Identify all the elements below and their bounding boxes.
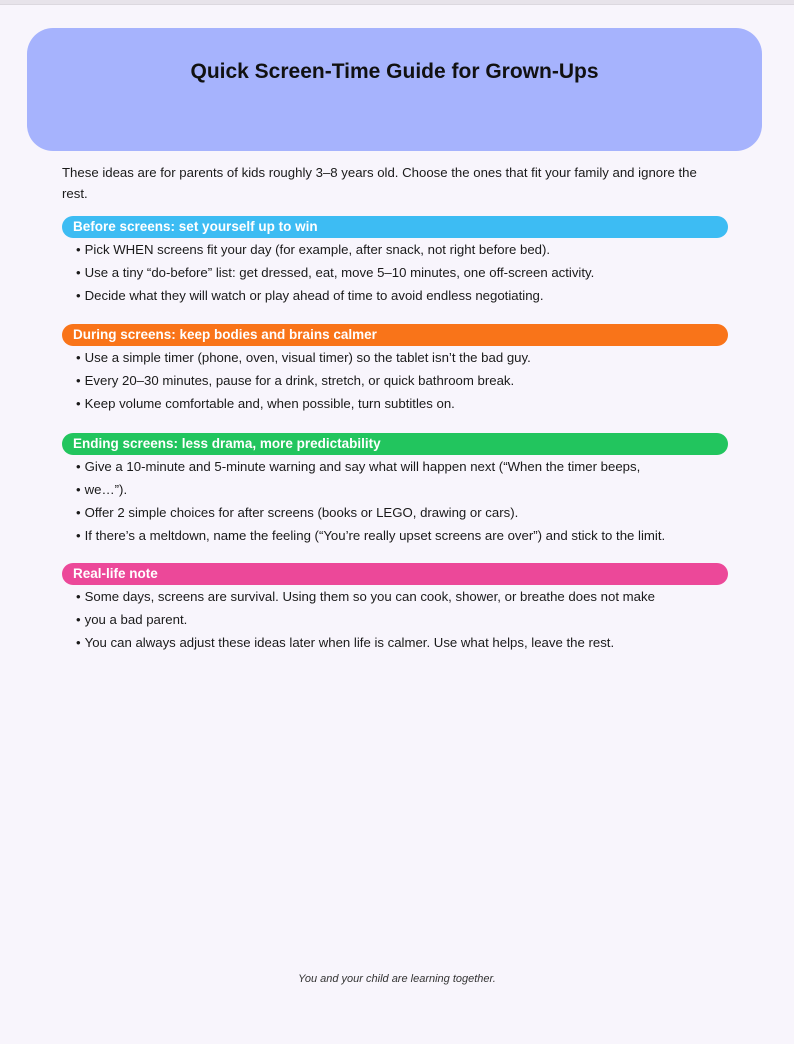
list-item — [76, 524, 728, 547]
top-rule — [0, 0, 794, 5]
list-item-text: Give a 10-minute and 5-minute warning and say what will happen next (“When the timer beeps, — [84, 459, 641, 474]
bullet-icon: • — [76, 528, 81, 543]
list-item — [76, 261, 728, 284]
bullet-icon: • — [76, 505, 81, 520]
section-header-real-life-note: Real-life note — [62, 563, 728, 585]
page-title: Quick Screen-Time Guide for Grown-Ups — [190, 60, 599, 83]
bullet-icon: • — [76, 459, 81, 474]
section-before-screens — [62, 216, 728, 307]
bullet-list-real-life-note — [62, 585, 728, 654]
bullet-icon: • — [76, 482, 81, 497]
list-item-text: Use a tiny “do-before” list: get dressed, eat, move 5–10 minutes, one off-screen activity. — [84, 265, 595, 280]
list-item-text: Offer 2 simple choices for after screens (books or LEGO, drawing or cars). — [84, 505, 519, 520]
intro-text: These ideas are for parents of kids roughly 3–8 years old. Choose the ones that fit your family and ignore the rest. — [62, 165, 697, 201]
list-item — [76, 585, 728, 608]
bullet-icon: • — [76, 350, 81, 365]
section-during-screens — [62, 324, 728, 415]
list-item-text: you a bad parent. — [84, 612, 188, 627]
footer-note: You and your child are learning together. — [298, 973, 496, 985]
bullet-icon: • — [76, 589, 81, 604]
list-item — [76, 346, 728, 369]
list-item — [76, 392, 728, 415]
list-item — [76, 631, 728, 654]
list-item — [76, 238, 728, 261]
bullet-icon: • — [76, 373, 81, 388]
bullet-icon: • — [76, 288, 81, 303]
list-item-text: Use a simple timer (phone, oven, visual timer) so the tablet isn’t the bad guy. — [84, 350, 531, 365]
bullet-list-before-screens — [62, 238, 728, 307]
bullet-icon: • — [76, 242, 81, 257]
bullet-icon: • — [76, 265, 81, 280]
section-header-before-screens: Before screens: set yourself up to win — [62, 216, 728, 238]
list-item — [76, 608, 728, 631]
bullet-list-during-screens — [62, 346, 728, 415]
bullet-icon: • — [76, 612, 81, 627]
list-item — [76, 478, 728, 501]
list-item-text: Every 20–30 minutes, pause for a drink, stretch, or quick bathroom break. — [84, 373, 515, 388]
list-item — [76, 284, 728, 307]
bullet-icon: • — [76, 396, 81, 411]
section-header-ending-screens: Ending screens: less drama, more predictability — [62, 433, 728, 455]
list-item-text: we…”). — [84, 482, 128, 497]
list-item-text: You can always adjust these ideas later when life is calmer. Use what helps, leave the rest. — [84, 635, 615, 650]
header-banner — [27, 28, 762, 151]
bullet-list-ending-screens — [62, 455, 728, 547]
list-item-text: Decide what they will watch or play ahead of time to avoid endless negotiating. — [84, 288, 544, 303]
section-real-life-note — [62, 563, 728, 654]
list-item — [76, 369, 728, 392]
bullet-icon: • — [76, 635, 81, 650]
section-ending-screens — [62, 433, 728, 547]
list-item — [76, 501, 728, 524]
list-item-text: If there’s a meltdown, name the feeling (“You’re really upset screens are over”) and stick to the limit. — [84, 528, 666, 543]
section-header-during-screens: During screens: keep bodies and brains calmer — [62, 324, 728, 346]
list-item — [76, 455, 728, 478]
list-item-text: Some days, screens are survival. Using them so you can cook, shower, or breathe does not make — [84, 589, 655, 604]
list-item-text: Keep volume comfortable and, when possible, turn subtitles on. — [84, 396, 455, 411]
list-item-text: Pick WHEN screens fit your day (for example, after snack, not right before bed). — [84, 242, 551, 257]
